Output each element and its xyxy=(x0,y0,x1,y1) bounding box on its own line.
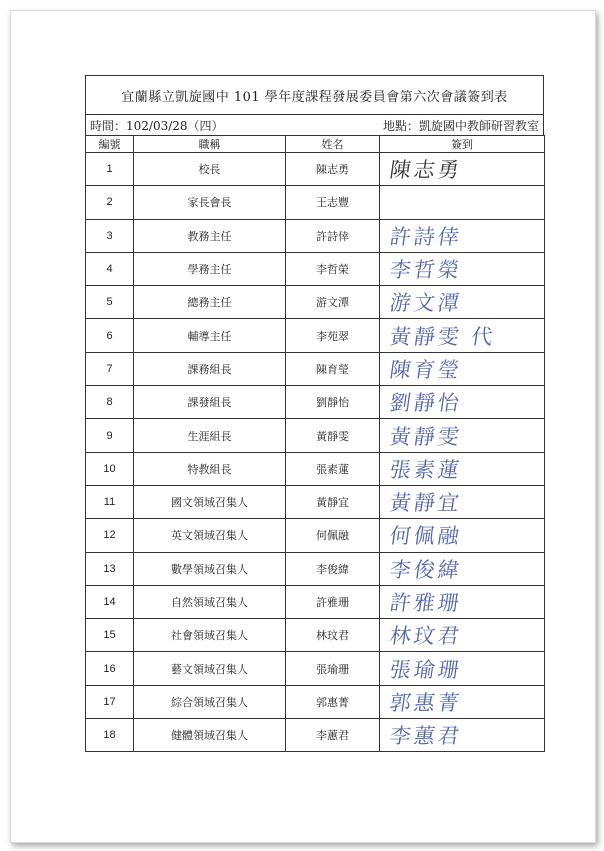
handwritten-signature: 黃靜宜 xyxy=(388,491,464,516)
table-row xyxy=(86,252,545,285)
member-name: 林玟君 xyxy=(286,619,380,652)
handwritten-signature: 李俊緯 xyxy=(388,557,464,582)
handwritten-signature: 張素蓮 xyxy=(388,457,464,482)
document-page xyxy=(10,10,596,843)
job-title: 教務主任 xyxy=(134,219,286,252)
job-title: 學務主任 xyxy=(134,252,286,285)
sheet-title: 宜蘭縣立凱旋國中 101 學年度課程發展委員會第六次會議簽到表 xyxy=(85,75,544,114)
member-name: 黃靜宜 xyxy=(286,485,380,518)
handwritten-signature: 林玟君 xyxy=(388,624,464,649)
table-row xyxy=(86,186,545,219)
handwritten-signature: 張瑜珊 xyxy=(388,657,464,682)
row-number: 16 xyxy=(86,652,134,685)
table-row xyxy=(86,286,545,319)
table-row xyxy=(86,386,545,419)
row-number: 6 xyxy=(86,319,134,352)
member-name: 李苑翠 xyxy=(286,319,380,352)
member-name: 李蕙君 xyxy=(286,719,380,752)
signature-cell xyxy=(380,719,545,752)
job-title: 生涯組長 xyxy=(134,419,286,452)
table-row xyxy=(86,585,545,618)
job-title: 家長會長 xyxy=(134,186,286,219)
signature-cell xyxy=(380,319,545,352)
signature-cell xyxy=(380,252,545,285)
job-title: 校長 xyxy=(134,153,286,186)
job-title: 社會領域召集人 xyxy=(134,619,286,652)
table-row xyxy=(86,719,545,752)
table-row xyxy=(86,485,545,518)
signature-cell xyxy=(380,352,545,385)
handwritten-signature: 郭惠菁 xyxy=(388,690,464,715)
table-row xyxy=(86,419,545,452)
attendance-table xyxy=(85,135,545,752)
signature-cell xyxy=(380,585,545,618)
handwritten-signature: 劉靜怡 xyxy=(388,391,464,416)
job-title: 英文領域召集人 xyxy=(134,519,286,552)
table-row xyxy=(86,153,545,186)
job-title: 課發組長 xyxy=(134,386,286,419)
column-header-number: 編號 xyxy=(86,136,134,153)
row-number: 18 xyxy=(86,719,134,752)
job-title: 藝文領域召集人 xyxy=(134,652,286,685)
row-number: 3 xyxy=(86,219,134,252)
member-name: 何佩融 xyxy=(286,519,380,552)
row-number: 15 xyxy=(86,619,134,652)
table-row xyxy=(86,319,545,352)
row-number: 17 xyxy=(86,685,134,718)
signature-cell xyxy=(380,652,545,685)
member-name: 許詩倖 xyxy=(286,219,380,252)
table-row xyxy=(86,519,545,552)
job-title: 綜合領域召集人 xyxy=(134,685,286,718)
job-title: 健體領域召集人 xyxy=(134,719,286,752)
row-number: 14 xyxy=(86,585,134,618)
table-row xyxy=(86,685,545,718)
member-name: 王志豐 xyxy=(286,186,380,219)
table-row xyxy=(86,552,545,585)
signature-cell xyxy=(380,452,545,485)
signature-cell xyxy=(380,552,545,585)
meeting-time: 時間：102/03/28（四） xyxy=(90,118,224,133)
signature-cell xyxy=(380,485,545,518)
member-name: 陳志勇 xyxy=(286,153,380,186)
signature-cell xyxy=(380,219,545,252)
row-number: 9 xyxy=(86,419,134,452)
row-number: 1 xyxy=(86,153,134,186)
column-header-name: 姓名 xyxy=(286,136,380,153)
signature-cell xyxy=(380,685,545,718)
column-header-signature: 簽到 xyxy=(380,136,545,153)
job-title: 數學領域召集人 xyxy=(134,552,286,585)
member-name: 李俊緯 xyxy=(286,552,380,585)
signature-cell xyxy=(380,419,545,452)
attendance-rows xyxy=(86,153,545,752)
handwritten-signature: 何佩融 xyxy=(388,524,464,549)
job-title: 特教組長 xyxy=(134,452,286,485)
row-number: 5 xyxy=(86,286,134,319)
row-number: 11 xyxy=(86,485,134,518)
meeting-info xyxy=(85,114,544,135)
signature-cell xyxy=(380,386,545,419)
job-title: 輔導主任 xyxy=(134,319,286,352)
table-row xyxy=(86,352,545,385)
sign-in-sheet xyxy=(85,75,544,752)
job-title: 課務組長 xyxy=(134,352,286,385)
handwritten-signature: 許雅珊 xyxy=(388,591,464,615)
member-name: 游文潭 xyxy=(286,286,380,319)
handwritten-signature: 黃靜雯 代 xyxy=(388,324,498,349)
row-number: 4 xyxy=(86,252,134,285)
row-number: 13 xyxy=(86,552,134,585)
row-number: 2 xyxy=(86,186,134,219)
member-name: 張素蓮 xyxy=(286,452,380,485)
table-row xyxy=(86,619,545,652)
handwritten-signature: 陳志勇 xyxy=(388,158,464,183)
handwritten-signature: 黃靜雯 xyxy=(388,424,464,449)
table-header-row xyxy=(86,136,545,153)
member-name: 李哲榮 xyxy=(286,252,380,285)
job-title: 自然領域召集人 xyxy=(134,585,286,618)
member-name: 黃靜雯 xyxy=(286,419,380,452)
row-number: 12 xyxy=(86,519,134,552)
member-name: 張瑜珊 xyxy=(286,652,380,685)
signature-cell xyxy=(380,186,545,219)
member-name: 郭惠菁 xyxy=(286,685,380,718)
signature-cell xyxy=(380,619,545,652)
signature-cell xyxy=(380,153,545,186)
job-title: 總務主任 xyxy=(134,286,286,319)
signature-cell xyxy=(380,519,545,552)
member-name: 陳育瑩 xyxy=(286,352,380,385)
handwritten-signature: 陳育瑩 xyxy=(388,357,464,382)
table-row xyxy=(86,452,545,485)
column-header-title: 職稱 xyxy=(134,136,286,153)
member-name: 劉靜怡 xyxy=(286,386,380,419)
row-number: 7 xyxy=(86,352,134,385)
row-number: 8 xyxy=(86,386,134,419)
row-number: 10 xyxy=(86,452,134,485)
handwritten-signature: 李哲榮 xyxy=(388,258,464,283)
member-name: 許雅珊 xyxy=(286,585,380,618)
handwritten-signature: 許詩倖 xyxy=(388,224,464,249)
signature-cell xyxy=(380,286,545,319)
handwritten-signature: 游文潭 xyxy=(388,291,464,316)
meeting-location: 地點：凱旋國中教師研習教室 xyxy=(382,118,539,133)
table-row xyxy=(86,652,545,685)
job-title: 國文領域召集人 xyxy=(134,485,286,518)
handwritten-signature: 李蕙君 xyxy=(388,724,464,749)
table-row xyxy=(86,219,545,252)
